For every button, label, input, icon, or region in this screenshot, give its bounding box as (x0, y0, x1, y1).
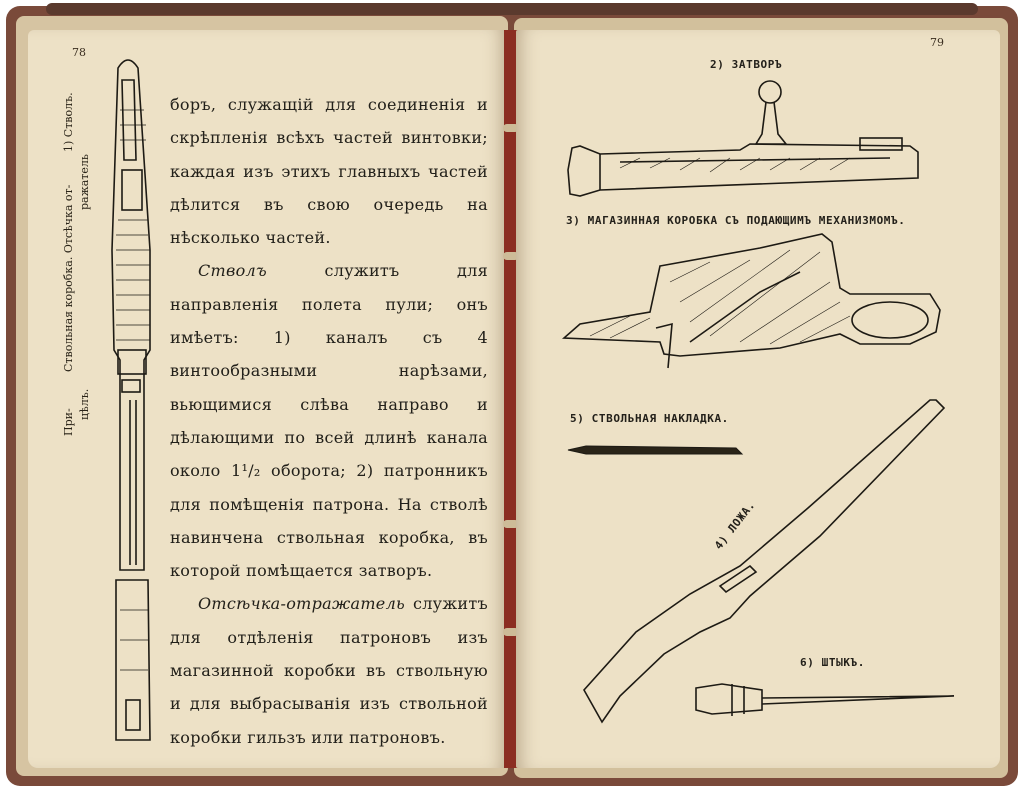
ejector-label: ражатель (78, 154, 91, 210)
stock-illustration (580, 396, 950, 726)
sight-label-a: При- (62, 408, 75, 436)
paragraph-3-text: служитъ для отдѣленія патроновъ изъ магазинной коробки въ ствольную и для выбрасыванія изъ ствольной коробки гильзъ или патроновъ. (170, 594, 488, 747)
bolt-caption: 2) ЗАТВОРЪ (710, 58, 783, 71)
magazine-caption: 3) МАГАЗИННАЯ КОРОБКА СЪ ПОДАЮЩИМЪ МЕХАНИЗМОМЪ. (566, 214, 906, 227)
magazine-illustration (560, 232, 950, 372)
barrel-receiver-illustration (100, 50, 160, 750)
paragraph-1-text: боръ, служащій для соединенія и скрѣпленія всѣхъ частей винтовки; каждая изъ этихъ главныхъ частей дѣлится въ свою очередь на нѣсколько частей. (170, 95, 488, 248)
stock-caption: 4) ЛОЖА. (712, 498, 758, 553)
paragraph-continuation (170, 88, 488, 254)
receiver-cutoff-label: Ствольная коробка. Отсѣчка от- (62, 184, 75, 372)
barrel-label: 1) Стволъ. (62, 92, 75, 152)
left-body-text (170, 88, 488, 754)
paragraph-barrel (170, 254, 488, 587)
sight-label-b: цѣлъ. (78, 388, 91, 420)
band-caption: 5) СТВОЛЬНАЯ НАКЛАДКА. (570, 412, 729, 425)
left-page-number: 78 (72, 46, 86, 59)
paragraph-3-lead: Отсѣчка-отражатель (198, 594, 406, 614)
bayonet-caption: 6) ШТЫКЪ. (800, 656, 866, 669)
bolt-illustration (560, 78, 930, 198)
paragraph-2-lead: Стволъ (198, 261, 268, 281)
right-page-number: 79 (930, 36, 944, 49)
paragraph-cutoff (170, 587, 488, 753)
bayonet-illustration (692, 680, 962, 720)
paragraph-2-text: служитъ для направленія полета пули; онъ имѣетъ: 1) каналъ съ 4 винтообразными нарѣзами, вьющимися слѣва направо и дѣлающими по всей длинѣ канала около 1¹/₂ оборота; 2) патронникъ для помѣщенія патрона. На стволѣ навинчена ствольная коробка, въ которой помѣщается затворъ. (170, 261, 489, 581)
